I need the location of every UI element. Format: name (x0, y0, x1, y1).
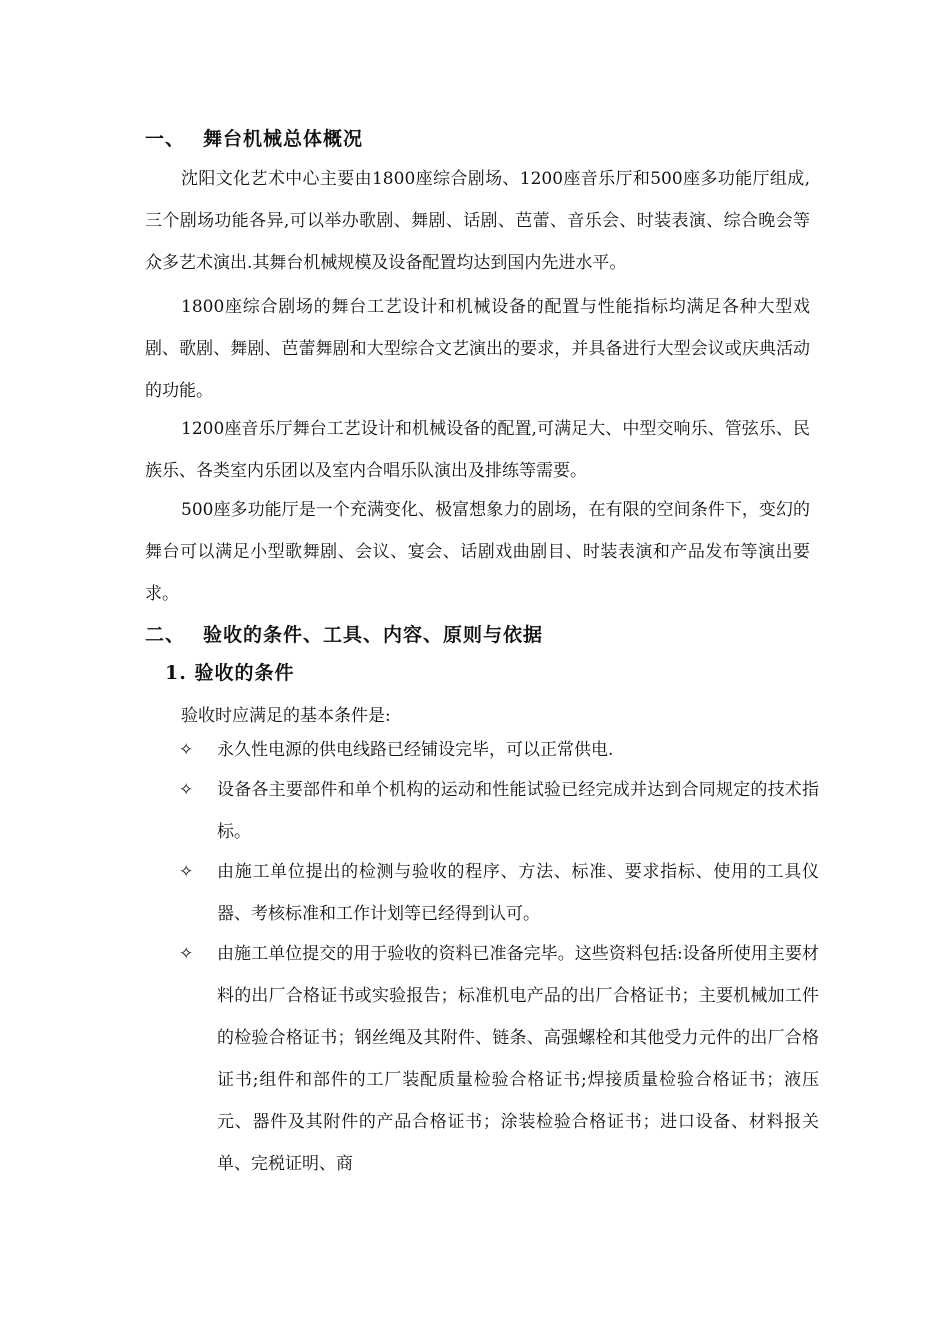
condition-text: 永久性电源的供电线路已经铺设完毕，可以正常供电. (217, 740, 614, 760)
condition-item (179, 769, 819, 853)
paragraph-2: 1800座综合剧场的舞台工艺设计和机械设备的配置与性能指标均满足各种大型戏剧、歌剧、舞剧、芭蕾舞剧和大型综合文艺演出的要求，并具备进行大型会议或庆典活动的功能。 (145, 297, 810, 401)
condition-item (179, 729, 819, 771)
paragraph-4: 500座多功能厅是一个充满变化、极富想象力的剧场，在有限的空间条件下，变幻的舞台可以满足小型歌舞剧、会议、宴会、话剧戏曲剧目、时装表演和产品发布等演出要求。 (145, 500, 810, 604)
paragraph-3: 1200座音乐厅舞台工艺设计和机械设备的配置,可满足大、中型交响乐、管弦乐、民族乐、各类室内乐团以及室内合唱乐队演出及排练等需要。 (145, 419, 810, 481)
condition-text: 由施工单位提交的用于验收的资料已准备完毕。这些资料包括:设备所使用主要材料的出厂合格证书或实验报告；标准机电产品的出厂合格证书；主要机械加工件的检验合格证书；钢丝绳及其附件、链条、高强螺栓和其他受力元件的出厂合格证书;组件和部件的工厂装配质量检验合格证书;焊接质量检验合格证书；液压元、器件及其附件的产品合格证书；涂装检验合格证书；进口设备、材料报关单、完税证明、商 (217, 944, 819, 1174)
section-2-heading (145, 620, 543, 647)
condition-text: 由施工单位提出的检测与验收的程序、方法、标准、要求指标、使用的工具仪器、考核标准和工作计划等已经得到认可。 (217, 862, 819, 924)
diamond-bullet-icon: ✧ (179, 780, 194, 800)
section-2-number: 二、 (145, 624, 186, 646)
diamond-bullet-icon: ✧ (179, 862, 194, 882)
conditions-intro: 验收时应满足的基本条件是: (181, 706, 391, 726)
diamond-bullet-icon: ✧ (179, 740, 194, 760)
section-2-title: 验收的条件、工具、内容、原则与依据 (203, 624, 544, 646)
condition-item (179, 851, 819, 935)
condition-text: 设备各主要部件和单个机构的运动和性能试验已经完成并达到合同规定的技术指标。 (217, 780, 819, 842)
section-1-title: 舞台机械总体概况 (203, 128, 364, 150)
condition-item (179, 933, 819, 1185)
section-1-number: 一、 (145, 128, 186, 150)
diamond-bullet-icon: ✧ (179, 944, 194, 964)
section-1-heading (145, 124, 363, 151)
paragraph-1: 沈阳文化艺术中心主要由1800座综合剧场、1200座音乐厅和500座多功能厅组成,三个剧场功能各异,可以举办歌剧、舞剧、话剧、芭蕾、音乐会、时装表演、综合晚会等众多艺术演出.其舞台机械规模及设备配置均达到国内先进水平。 (145, 169, 810, 273)
subsection-1-heading: 1. 验收的条件 (165, 662, 295, 684)
